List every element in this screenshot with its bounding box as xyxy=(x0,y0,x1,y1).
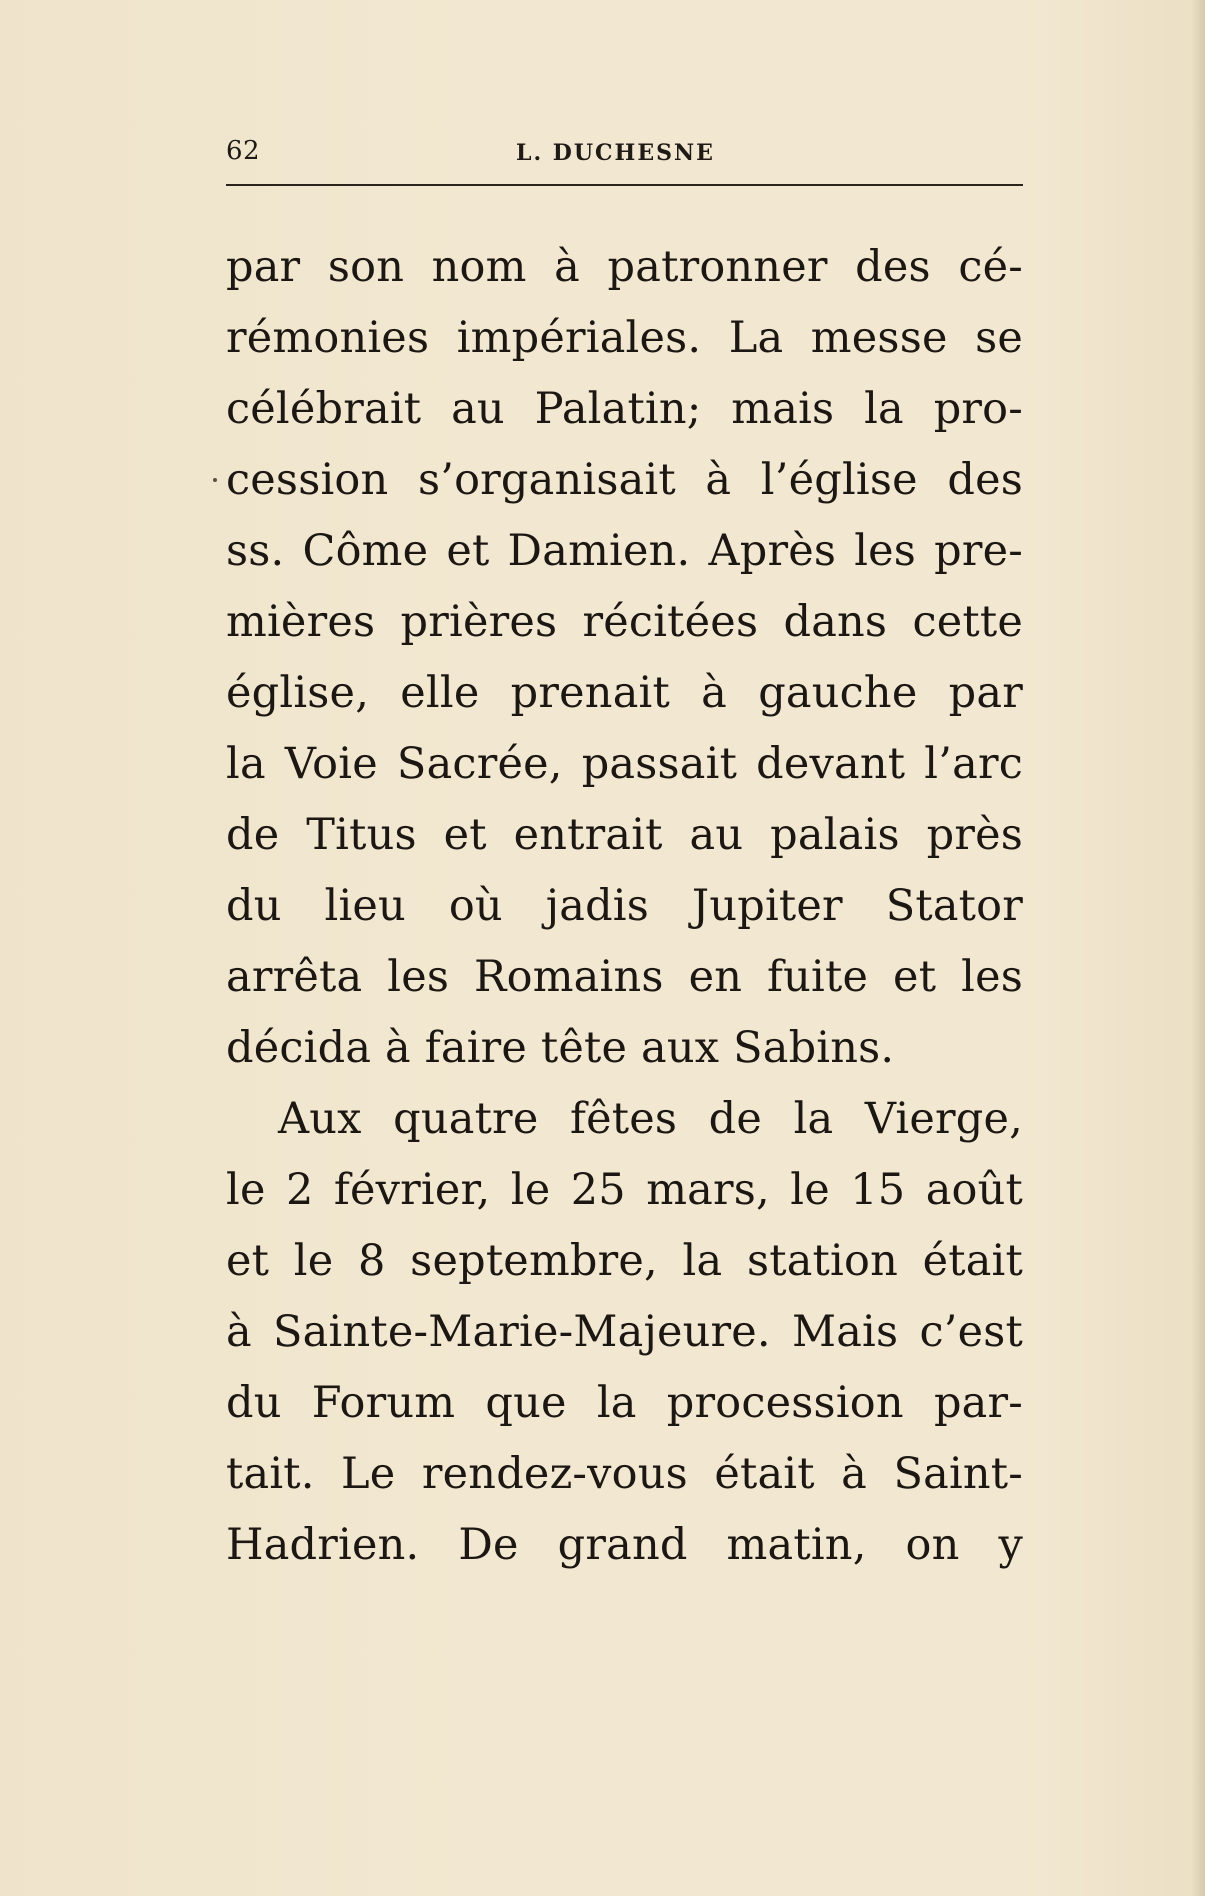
text-line: décida à faire tête aux Sabins. xyxy=(226,1023,895,1073)
text-line: de Titus et entrait au palais près xyxy=(226,810,1023,860)
text-line: célébrait au Palatin; mais la pro- xyxy=(226,384,1023,434)
text-line: Aux quatre fêtes de la Vierge, xyxy=(278,1094,1023,1144)
body-text xyxy=(226,232,1023,1581)
text-line: rémonies impériales. La messe se xyxy=(226,313,1023,363)
text-line: Hadrien. De grand matin, on y xyxy=(226,1520,1023,1570)
text-line: tait. Le rendez-vous était à Saint- xyxy=(226,1449,1023,1499)
text-line: du Forum que la procession par- xyxy=(226,1378,1023,1428)
text-line: du lieu où jadis Jupiter Stator xyxy=(226,881,1023,931)
text-line: à Sainte-Marie-Majeure. Mais c’est xyxy=(226,1307,1023,1357)
page-number: 62 xyxy=(226,136,261,166)
page-header xyxy=(226,132,1023,172)
text-line: et le 8 septembre, la station était xyxy=(226,1236,1023,1286)
running-head: L. DUCHESNE xyxy=(516,140,715,166)
text-line: ss. Côme et Damien. Après les pre- xyxy=(226,526,1023,576)
text-line: cession s’organisait à l’église des xyxy=(226,455,1023,505)
page-edge-shadow xyxy=(1191,0,1205,1896)
header-rule xyxy=(226,184,1023,186)
text-line: par son nom à patronner des cé- xyxy=(226,242,1023,292)
text-line: le 2 février, le 25 mars, le 15 août xyxy=(226,1165,1023,1215)
text-line: mières prières récitées dans cette xyxy=(226,597,1023,647)
text-line: la Voie Sacrée, passait devant l’arc xyxy=(226,739,1023,789)
text-line: église, elle prenait à gauche par xyxy=(226,668,1023,718)
text-line: arrêta les Romains en fuite et les xyxy=(226,952,1023,1002)
margin-mark xyxy=(213,478,217,482)
